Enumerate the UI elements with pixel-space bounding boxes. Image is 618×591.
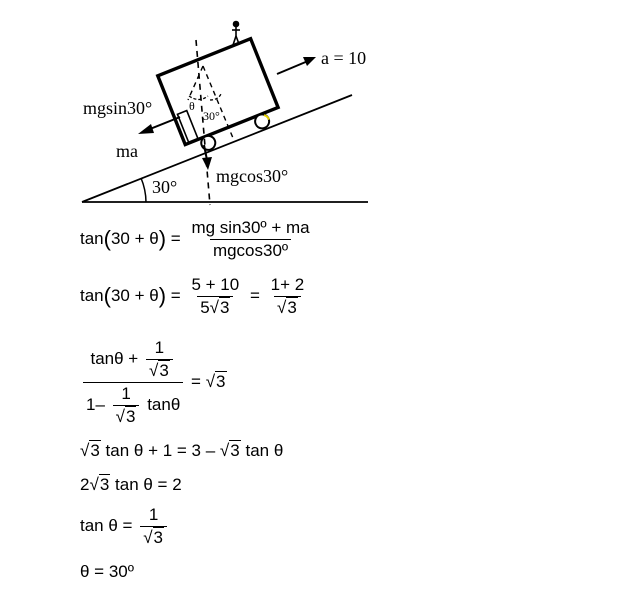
mgsin-arrowhead	[138, 124, 154, 134]
radicand: 3	[153, 528, 164, 547]
inner-angle-label: 30°	[203, 109, 220, 123]
acceleration-arrow	[277, 61, 308, 74]
eq2-frac2-numerator: 1+ 2	[270, 275, 305, 294]
eq5-coef: 2	[80, 475, 90, 494]
eq2-func: tan	[80, 285, 104, 305]
sqrt-symbol: √3	[219, 441, 240, 460]
equation-7	[80, 562, 134, 582]
eq3-num-frac-den	[146, 359, 173, 381]
equation-4	[80, 441, 283, 461]
eq6-fraction	[140, 505, 167, 548]
radicand: 3	[287, 298, 297, 317]
eq3-den-frac-den	[113, 405, 140, 427]
sqrt-symbol: √3	[205, 371, 226, 391]
eq1-numerator: mg sin30º + ma	[191, 218, 310, 237]
eq3-main-fraction	[83, 338, 183, 427]
eq1-equals: =	[170, 228, 181, 248]
radicand: 3	[216, 371, 226, 391]
eq2-fraction-2	[268, 275, 308, 318]
eq2-frac1-denominator	[197, 296, 233, 318]
eq1-func: tan	[80, 228, 104, 248]
eq3-num-frac-num: 1	[154, 338, 165, 357]
incline-angle-arc	[141, 178, 146, 202]
eq3-numerator	[88, 338, 179, 382]
sqrt-symbol: √3	[276, 298, 297, 317]
mgcos-arrowhead	[202, 157, 212, 170]
mgsin-label: mgsin30°	[83, 98, 153, 118]
sqrt-symbol: √3	[209, 298, 230, 317]
eq2-fraction-1	[188, 275, 242, 318]
eq3-den-fraction	[113, 384, 140, 427]
eq2-arg: 30 + θ	[110, 285, 159, 305]
acceleration-label: a = 10	[321, 48, 367, 68]
eq1-fraction	[188, 218, 312, 261]
eq3-denominator	[83, 382, 183, 427]
equation-2: tan(30 + θ) = $\frac{5 + 10}{5√3}$ = $\frac{1+ 2}{√3}$	[80, 275, 310, 318]
equation-5	[80, 475, 182, 495]
radicand: 3	[125, 407, 136, 426]
radicand: 3	[99, 475, 110, 494]
eq2-frac2-denominator	[274, 296, 301, 318]
eq2-equals-2: =	[249, 285, 260, 305]
equation-1: tan(30 + θ) = $\frac{\text{mg sin30º + ma}}{\text{mgcos30º}}$	[80, 218, 316, 261]
radicand: 3	[159, 361, 169, 380]
sqrt-symbol: √3	[80, 441, 100, 460]
sqrt-symbol: √3	[115, 407, 136, 426]
eq1-arg: 30 + θ	[110, 228, 159, 248]
eq1-denominator: mgcos30º	[210, 239, 291, 261]
eq7-text: θ = 30º	[80, 562, 134, 581]
sqrt-symbol: √3	[148, 361, 169, 380]
eq3-den-frac-num: 1	[121, 384, 131, 403]
sqrt-symbol: √3	[89, 475, 110, 494]
mgcos-label: mgcos30°	[216, 166, 289, 186]
equation-6	[80, 505, 170, 548]
radicand: 3	[230, 441, 240, 460]
eq3-den-suffix: tanθ	[147, 394, 181, 414]
radicand: 3	[90, 441, 100, 460]
sqrt-symbol: √3	[143, 528, 164, 547]
eq4-end: tan θ	[245, 441, 284, 460]
eq2-frac1-numerator: 5 + 10	[191, 275, 240, 294]
equation-3	[80, 338, 227, 427]
eq3-num-text: tanθ +	[90, 348, 143, 368]
radicand: 3	[220, 298, 230, 317]
person-icon	[232, 22, 240, 46]
incline-angle-label: 30°	[152, 177, 178, 197]
ma-label: ma	[116, 141, 138, 161]
eq6-lhs: tan θ =	[80, 515, 133, 535]
normal-dashed-line	[203, 66, 233, 138]
eq4-middle: tan θ + 1 = 3 –	[105, 441, 220, 460]
theta-label: θ	[189, 99, 195, 113]
eq3-equals: =	[191, 371, 201, 391]
eq2-coef: 5	[200, 298, 210, 317]
eq6-numerator: 1	[148, 505, 159, 524]
eq2-equals: =	[170, 285, 181, 305]
eq3-den-prefix: 1–	[86, 394, 110, 414]
incline-force-diagram	[0, 0, 618, 215]
pendulum-bob	[177, 111, 197, 143]
eq3-num-fraction	[146, 338, 173, 381]
eq5-rest: tan θ = 2	[115, 475, 182, 494]
eq6-denominator	[140, 526, 167, 548]
